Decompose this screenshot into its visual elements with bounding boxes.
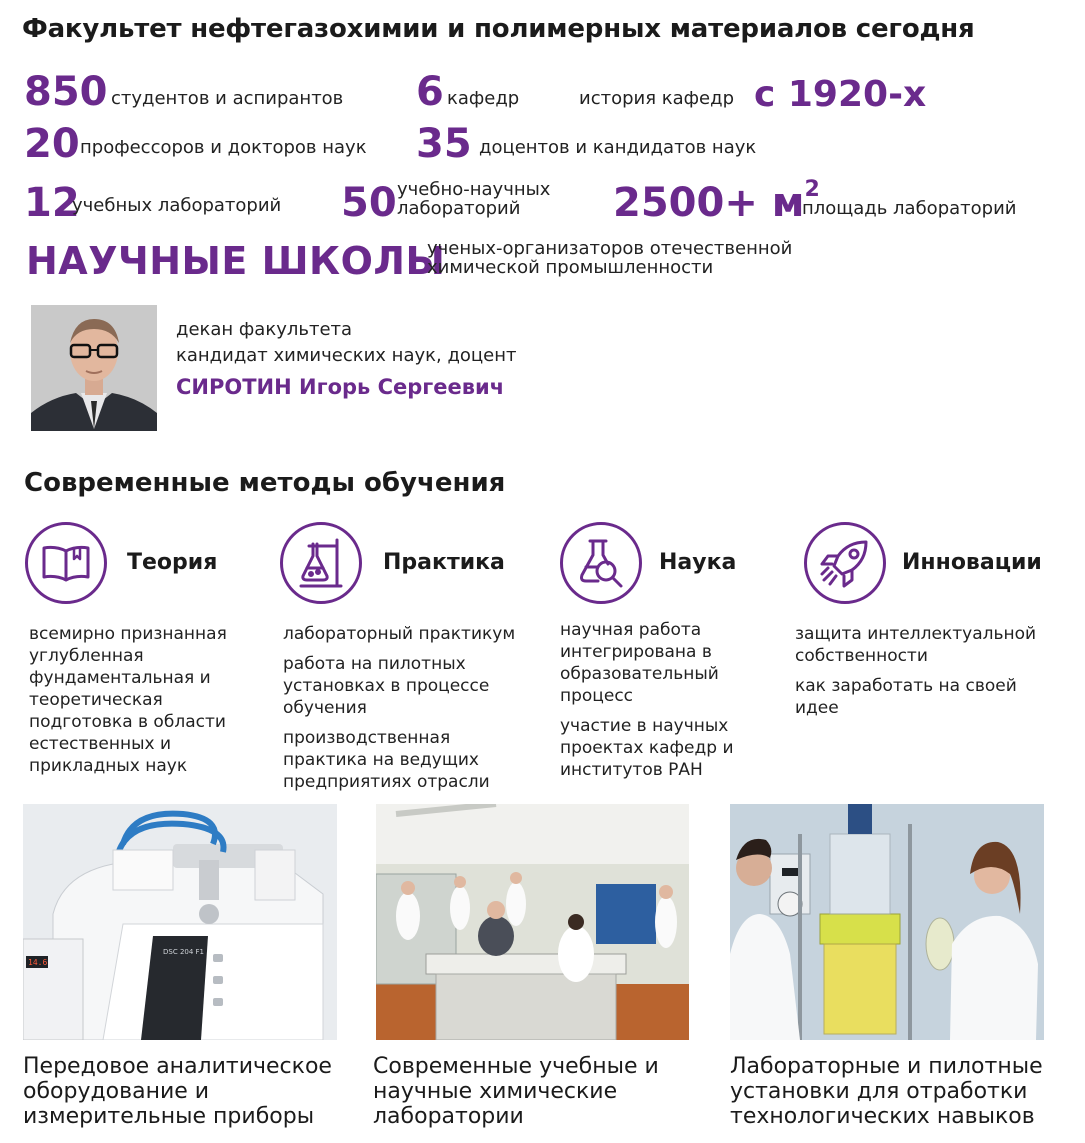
device-display: 14.6 xyxy=(28,958,48,967)
stat-area-superscript: 2 xyxy=(804,177,820,202)
method-text-theory xyxy=(29,623,264,785)
rocket-icon xyxy=(804,522,886,604)
caption-line: Лабораторные и пилотные xyxy=(730,1054,1043,1079)
device-label: DSC 204 F1 xyxy=(163,948,205,956)
lab-flask-stand-icon xyxy=(280,522,362,604)
caption-line: установки для отработки xyxy=(730,1079,1028,1104)
stat-edu-labs-number: 12 xyxy=(24,180,80,226)
stat-departments-number: 6 xyxy=(416,69,444,115)
stat-area-number: $2500+ м^2$ xyxy=(613,177,820,226)
book-icon xyxy=(25,522,107,604)
caption-line: научные химические xyxy=(373,1079,618,1104)
dean-name: СИРОТИН Игорь Сергеевич xyxy=(176,375,505,399)
dean-role: декан факультета xyxy=(176,319,353,340)
stat-docents-label: доцентов и кандидатов наук xyxy=(479,137,757,158)
method-item: производственная практика на ведущих предприятиях отрасли xyxy=(283,728,490,792)
method-title-innovations: Инновации xyxy=(902,550,1042,575)
method-text-innovations xyxy=(795,623,1045,727)
caption-line: лаборатории xyxy=(373,1104,524,1129)
stat-history-label: история кафедр xyxy=(579,88,735,109)
caption-line: оборудование и xyxy=(23,1079,210,1104)
stat-sci-labs-label-2: лабораторий xyxy=(397,198,521,219)
schools-heading: НАУЧНЫЕ ШКОЛЫ xyxy=(26,239,446,283)
stat-sci-labs-label-1: учебно-научных xyxy=(397,179,551,200)
stat-docents-number: 35 xyxy=(416,121,472,167)
caption-line: измерительные приборы xyxy=(23,1104,315,1129)
method-title-practice: Практика xyxy=(383,550,505,575)
stat-students-number: 850 xyxy=(24,69,108,115)
stat-professors-number: 20 xyxy=(24,121,80,167)
caption-line: Передовое аналитическое xyxy=(23,1054,332,1079)
stat-departments-label: кафедр xyxy=(447,88,520,109)
flask-magnifier-icon xyxy=(560,522,642,604)
dean-degree: кандидат химических наук, доцент xyxy=(176,345,517,366)
methods-title: Современные методы обучения xyxy=(24,468,506,498)
schools-line-2: химической промышленности xyxy=(427,257,714,278)
stat-edu-labs-label: учебных лабораторий xyxy=(72,195,282,216)
caption-analytical-equipment xyxy=(23,1054,353,1129)
stat-professors-label: профессоров и докторов наук xyxy=(80,137,367,158)
method-item: лабораторный практикум xyxy=(283,624,516,644)
stat-sci-labs-number: 50 xyxy=(341,180,397,226)
stat-students-label: студентов и аспирантов xyxy=(111,88,344,109)
method-text-practice xyxy=(283,623,538,801)
method-item: работа на пилотных установках в процессе обучения xyxy=(283,654,490,718)
caption-chemistry-labs xyxy=(373,1054,703,1129)
method-item: защита интеллектуальной собственности xyxy=(795,624,1037,666)
caption-line: технологических навыков xyxy=(730,1104,1035,1129)
caption-line: Современные учебные и xyxy=(373,1054,659,1079)
method-title-theory: Теория xyxy=(127,550,218,575)
stat-history-number: с 1920-х xyxy=(754,74,927,115)
stat-area-label: площадь лабораторий xyxy=(802,198,1017,219)
schools-line-1: ученых-организаторов отечественной xyxy=(427,238,793,259)
page-title: Факультет нефтегазохимии и полимерных материалов сегодня xyxy=(22,14,975,44)
photo-chemistry-labs xyxy=(376,804,689,1040)
caption-pilot-installations xyxy=(730,1054,1070,1129)
method-item: всемирно признанная углубленная фундаментальная и теоретическая подготовка в области естественных и прикладных наук xyxy=(29,624,227,776)
method-item: участие в научных проектах кафедр и институтов РАН xyxy=(560,716,734,780)
method-item: научная работа интегрирована в образовательный процесс xyxy=(560,620,719,706)
photo-pilot-installations xyxy=(730,804,1044,1040)
method-item: как заработать на своей идее xyxy=(795,676,1017,718)
method-title-science: Наука xyxy=(659,550,737,575)
dean-photo xyxy=(31,305,157,431)
method-text-science xyxy=(560,619,770,789)
photo-analytical-equipment xyxy=(23,804,337,1040)
